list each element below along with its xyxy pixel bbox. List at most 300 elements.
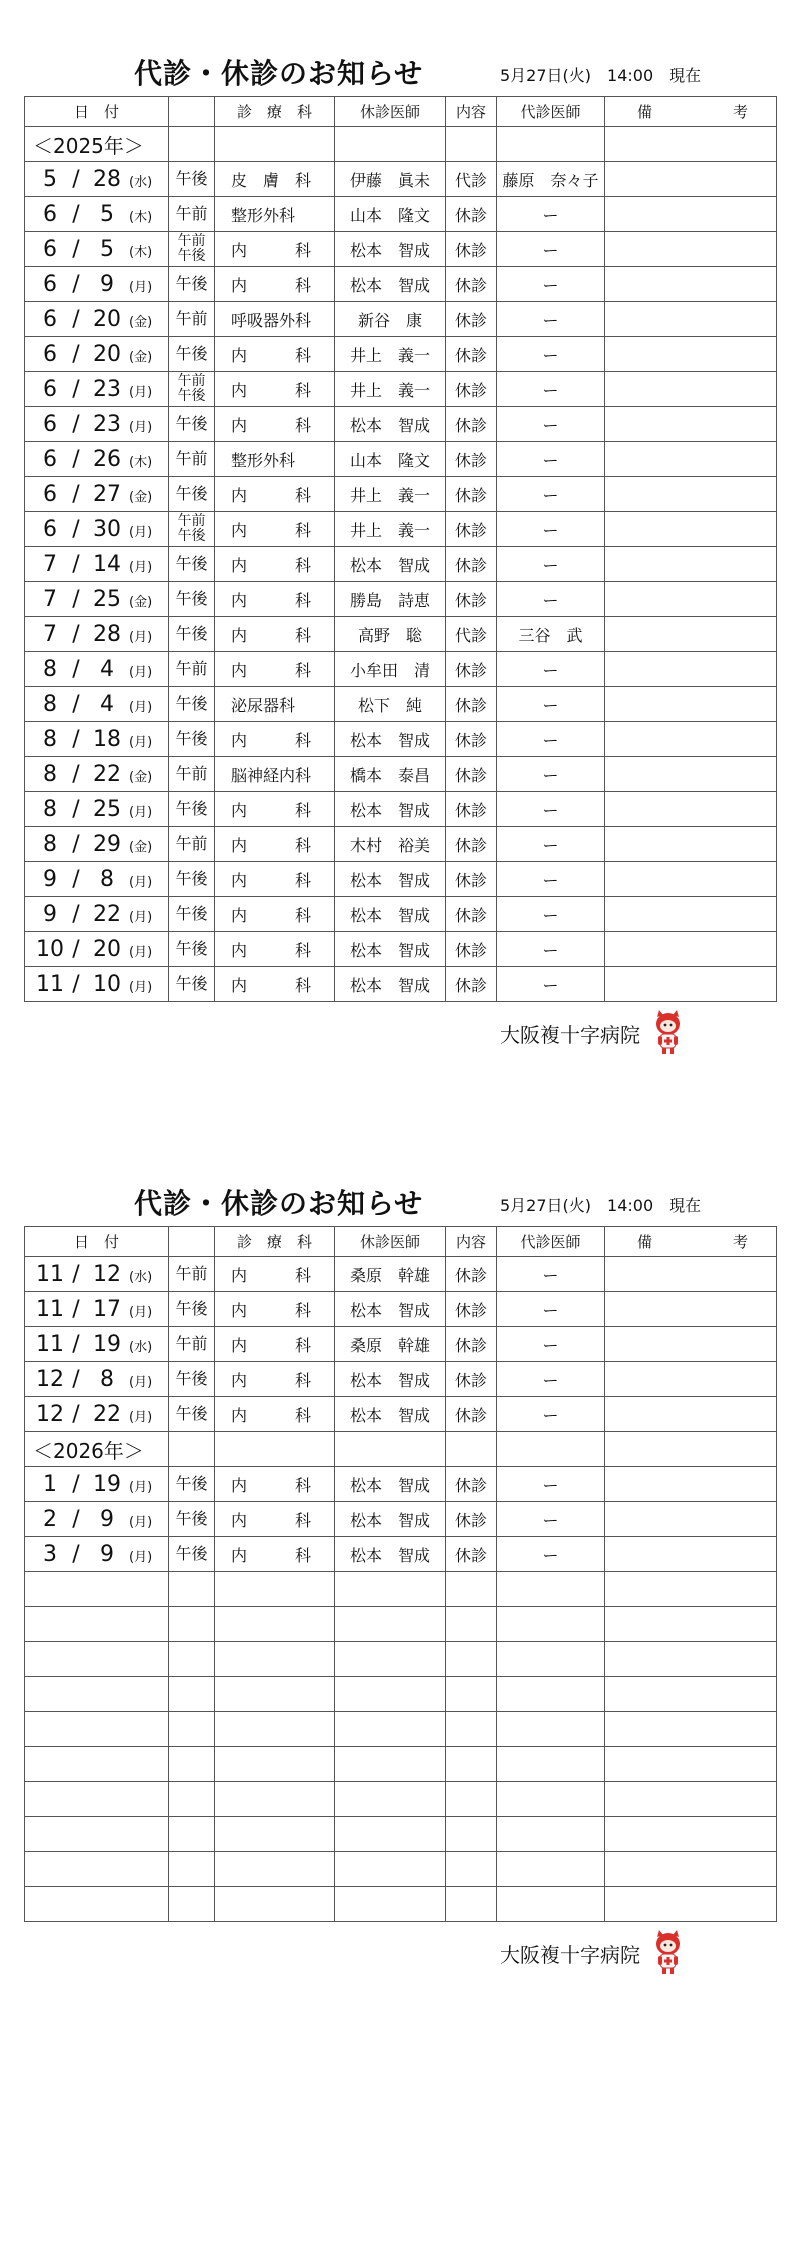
empty-cell	[169, 1782, 215, 1817]
date-day: 8	[100, 1366, 114, 1392]
date-day: 19	[93, 1331, 121, 1357]
type-cell: 休診	[446, 477, 497, 512]
note-cell	[605, 652, 777, 687]
type-cell: 休診	[446, 1537, 497, 1572]
note-cell	[605, 862, 777, 897]
table-row	[25, 547, 777, 582]
empty-cell	[169, 127, 215, 162]
date-weekday: (木)	[129, 209, 153, 225]
note-cell	[605, 302, 777, 337]
session-cell: 午前	[169, 1327, 215, 1362]
substitute-cell: ー	[497, 1502, 605, 1537]
substitute-cell: ー	[497, 757, 605, 792]
empty-cell	[335, 127, 446, 162]
session-cell: 午前	[169, 652, 215, 687]
empty-cell	[446, 1782, 497, 1817]
type-cell: 休診	[446, 722, 497, 757]
session-cell: 午後	[169, 477, 215, 512]
empty-cell	[497, 1747, 605, 1782]
date-month: 8	[43, 656, 57, 682]
year-label: ＜2026年＞	[25, 1432, 169, 1467]
session-cell: 午後	[169, 267, 215, 302]
table-row	[25, 162, 777, 197]
empty-cell	[169, 1817, 215, 1852]
note-cell	[605, 897, 777, 932]
date-month: 10	[36, 936, 64, 962]
date-month: 8	[43, 691, 57, 717]
empty-cell	[25, 1817, 169, 1852]
date-weekday: (月)	[129, 1514, 153, 1530]
date-month: 8	[43, 796, 57, 822]
empty-cell	[215, 127, 335, 162]
date-slash: /	[72, 691, 80, 717]
session-multi	[169, 374, 214, 404]
table-row	[25, 337, 777, 372]
type-cell: 休診	[446, 1327, 497, 1362]
empty-cell	[605, 1852, 777, 1887]
empty-cell	[25, 1642, 169, 1677]
blank-row	[25, 1572, 777, 1607]
year-label: ＜2025年＞	[25, 127, 169, 162]
date-cell	[25, 267, 169, 302]
session-cell: 午前	[169, 1257, 215, 1292]
substitute-cell: ー	[497, 1327, 605, 1362]
empty-cell	[335, 1887, 446, 1922]
table-row	[25, 792, 777, 827]
substitute-cell: ー	[497, 1362, 605, 1397]
table-row	[25, 197, 777, 232]
as-of-date: 5月27日(火)	[500, 66, 592, 85]
empty-cell	[25, 1887, 169, 1922]
empty-cell	[446, 1572, 497, 1607]
session-cell: 午後	[169, 1537, 215, 1572]
note-cell	[605, 582, 777, 617]
empty-cell	[605, 1432, 777, 1467]
date-slash: /	[72, 971, 80, 997]
note-cell	[605, 477, 777, 512]
dept-cell: 内 科	[215, 792, 335, 827]
date-slash: /	[72, 796, 80, 822]
empty-cell	[605, 1642, 777, 1677]
empty-cell	[446, 1887, 497, 1922]
table-row	[25, 1292, 777, 1327]
empty-cell	[335, 1747, 446, 1782]
date-day: 9	[100, 271, 114, 297]
doctor-cell: 松本 智成	[335, 722, 446, 757]
dept-cell: 内 科	[215, 407, 335, 442]
table-row	[25, 232, 777, 267]
note-cell	[605, 162, 777, 197]
table-row	[25, 652, 777, 687]
date-slash: /	[72, 1506, 80, 1532]
date-value	[25, 762, 168, 787]
session-cell: 午後	[169, 967, 215, 1002]
substitute-cell: ー	[497, 547, 605, 582]
session-cell: 午後	[169, 792, 215, 827]
date-cell	[25, 477, 169, 512]
date-slash: /	[72, 341, 80, 367]
date-slash: /	[72, 516, 80, 542]
table-row	[25, 722, 777, 757]
table-row	[25, 1397, 777, 1432]
date-value	[25, 237, 168, 262]
date-day: 10	[93, 971, 121, 997]
dept-cell: 内 科	[215, 547, 335, 582]
date-weekday: (月)	[129, 1374, 153, 1390]
empty-cell	[497, 1852, 605, 1887]
empty-cell	[169, 1712, 215, 1747]
date-day: 5	[100, 201, 114, 227]
date-cell	[25, 1257, 169, 1292]
note-cell	[605, 967, 777, 1002]
date-weekday: (月)	[129, 419, 153, 435]
session-cell: 午後	[169, 1292, 215, 1327]
dept-cell: 内 科	[215, 337, 335, 372]
header-dept: 診 療 科	[215, 97, 335, 127]
date-weekday: (木)	[129, 244, 153, 260]
substitute-cell: ー	[497, 792, 605, 827]
date-value	[25, 937, 168, 962]
substitute-cell: ー	[497, 1467, 605, 1502]
date-cell	[25, 1292, 169, 1327]
date-value	[25, 272, 168, 297]
date-slash: /	[72, 586, 80, 612]
type-cell: 休診	[446, 1397, 497, 1432]
empty-cell	[605, 1782, 777, 1817]
date-value	[25, 1402, 168, 1427]
dept-cell: 内 科	[215, 1537, 335, 1572]
sheet-header	[0, 50, 800, 96]
type-cell: 休診	[446, 1257, 497, 1292]
date-value	[25, 167, 168, 192]
date-day: 28	[93, 166, 121, 192]
table-header-row	[25, 1227, 777, 1257]
date-slash: /	[72, 761, 80, 787]
date-month: 6	[43, 446, 57, 472]
doctor-cell: 井上 義一	[335, 372, 446, 407]
as-of-stamp	[500, 63, 701, 86]
date-weekday: (月)	[129, 629, 153, 645]
note-cell	[605, 757, 777, 792]
session-cell	[169, 232, 215, 267]
date-day: 4	[100, 691, 114, 717]
date-day: 5	[100, 236, 114, 262]
empty-cell	[335, 1607, 446, 1642]
dept-cell: 内 科	[215, 932, 335, 967]
date-slash: /	[72, 901, 80, 927]
substitute-cell: ー	[497, 337, 605, 372]
hospital-footer	[500, 1010, 686, 1056]
as-of-time: 14:00	[607, 1196, 654, 1215]
note-cell	[605, 547, 777, 582]
table-header-row	[25, 97, 777, 127]
date-value	[25, 587, 168, 612]
date-slash: /	[72, 166, 80, 192]
table-row	[25, 897, 777, 932]
date-slash: /	[72, 411, 80, 437]
session-cell: 午後	[169, 687, 215, 722]
type-cell: 休診	[446, 1292, 497, 1327]
date-day: 9	[100, 1541, 114, 1567]
date-day: 22	[93, 1401, 121, 1427]
empty-cell	[169, 1852, 215, 1887]
header-type: 内容	[446, 1227, 497, 1257]
date-value	[25, 202, 168, 227]
empty-cell	[605, 1747, 777, 1782]
date-cell	[25, 932, 169, 967]
table-row	[25, 967, 777, 1002]
date-month: 7	[43, 551, 57, 577]
blank-row	[25, 1852, 777, 1887]
date-cell	[25, 722, 169, 757]
date-month: 6	[43, 516, 57, 542]
year-divider-row	[25, 1432, 777, 1467]
date-day: 20	[93, 306, 121, 332]
dept-cell: 泌尿器科	[215, 687, 335, 722]
session-cell: 午後	[169, 722, 215, 757]
date-value	[25, 377, 168, 402]
as-of-time: 14:00	[607, 66, 654, 85]
type-cell: 休診	[446, 757, 497, 792]
doctor-cell: 松本 智成	[335, 1502, 446, 1537]
substitute-cell: ー	[497, 827, 605, 862]
substitute-cell: ー	[497, 1257, 605, 1292]
note-cell	[605, 512, 777, 547]
date-day: 12	[93, 1261, 121, 1287]
header-note	[605, 1227, 777, 1257]
session-cell: 午後	[169, 582, 215, 617]
session-cell: 午後	[169, 932, 215, 967]
date-slash: /	[72, 236, 80, 262]
empty-cell	[215, 1887, 335, 1922]
date-cell	[25, 967, 169, 1002]
date-value	[25, 1507, 168, 1532]
page-title: 代診・休診のお知らせ	[134, 1187, 424, 1220]
doctor-cell: 松本 智成	[335, 1467, 446, 1502]
substitute-cell: ー	[497, 302, 605, 337]
empty-cell	[335, 1677, 446, 1712]
dept-cell: 内 科	[215, 862, 335, 897]
doctor-cell: 松本 智成	[335, 1362, 446, 1397]
empty-cell	[335, 1432, 446, 1467]
date-cell	[25, 582, 169, 617]
date-value	[25, 1542, 168, 1567]
session-cell: 午後	[169, 897, 215, 932]
notice-sheet-1	[0, 50, 800, 1047]
doctor-cell: 松本 智成	[335, 1397, 446, 1432]
date-cell	[25, 1467, 169, 1502]
substitute-cell: ー	[497, 1537, 605, 1572]
empty-cell	[446, 1642, 497, 1677]
substitute-cell: ー	[497, 652, 605, 687]
doctor-cell: 高野 聡	[335, 617, 446, 652]
date-day: 22	[93, 901, 121, 927]
empty-cell	[497, 1572, 605, 1607]
date-value	[25, 342, 168, 367]
header-note-a: 備	[637, 1233, 653, 1251]
dept-cell: 内 科	[215, 897, 335, 932]
session-label: 午前	[177, 373, 206, 389]
empty-cell	[25, 1607, 169, 1642]
date-slash: /	[72, 866, 80, 892]
empty-cell	[446, 1852, 497, 1887]
date-cell	[25, 1397, 169, 1432]
date-month: 6	[43, 411, 57, 437]
schedule-body	[25, 1257, 777, 1922]
session-cell: 午前	[169, 442, 215, 477]
date-cell	[25, 827, 169, 862]
schedule-table	[24, 1226, 777, 1922]
empty-cell	[25, 1677, 169, 1712]
date-slash: /	[72, 271, 80, 297]
date-weekday: (水)	[129, 1269, 153, 1285]
date-cell	[25, 337, 169, 372]
table-row	[25, 862, 777, 897]
date-weekday: (月)	[129, 559, 153, 575]
note-cell	[605, 197, 777, 232]
empty-cell	[497, 1677, 605, 1712]
date-weekday: (月)	[129, 874, 153, 890]
dept-cell: 内 科	[215, 1327, 335, 1362]
empty-cell	[215, 1677, 335, 1712]
date-day: 28	[93, 621, 121, 647]
type-cell: 休診	[446, 442, 497, 477]
hospital-footer	[500, 1930, 686, 1976]
substitute-cell: ー	[497, 512, 605, 547]
date-month: 5	[43, 166, 57, 192]
date-month: 6	[43, 376, 57, 402]
dept-cell: 内 科	[215, 967, 335, 1002]
doctor-cell: 松本 智成	[335, 862, 446, 897]
as-of-label: 現在	[669, 1196, 702, 1215]
session-cell: 午前	[169, 827, 215, 862]
header-doctor: 休診医師	[335, 97, 446, 127]
date-cell	[25, 1327, 169, 1362]
empty-cell	[25, 1852, 169, 1887]
date-value	[25, 692, 168, 717]
date-cell	[25, 792, 169, 827]
blank-row	[25, 1712, 777, 1747]
date-month: 11	[36, 1261, 64, 1287]
date-value	[25, 1472, 168, 1497]
date-cell	[25, 687, 169, 722]
type-cell: 休診	[446, 582, 497, 617]
dept-cell: 内 科	[215, 1397, 335, 1432]
date-value	[25, 307, 168, 332]
date-day: 25	[93, 586, 121, 612]
date-value	[25, 622, 168, 647]
table-row	[25, 302, 777, 337]
empty-cell	[169, 1677, 215, 1712]
date-weekday: (金)	[129, 769, 153, 785]
doctor-cell: 松本 智成	[335, 407, 446, 442]
type-cell: 代診	[446, 617, 497, 652]
date-month: 8	[43, 831, 57, 857]
empty-cell	[215, 1852, 335, 1887]
date-weekday: (木)	[129, 454, 153, 470]
date-value	[25, 1262, 168, 1287]
note-cell	[605, 372, 777, 407]
date-cell	[25, 617, 169, 652]
empty-cell	[215, 1607, 335, 1642]
session-label: 午後	[177, 528, 206, 544]
date-slash: /	[72, 1366, 80, 1392]
dept-cell: 内 科	[215, 372, 335, 407]
date-weekday: (月)	[129, 944, 153, 960]
substitute-cell: ー	[497, 862, 605, 897]
note-cell	[605, 1257, 777, 1292]
doctor-cell: 松本 智成	[335, 232, 446, 267]
date-weekday: (月)	[129, 804, 153, 820]
date-slash: /	[72, 481, 80, 507]
substitute-cell: ー	[497, 582, 605, 617]
type-cell: 代診	[446, 162, 497, 197]
date-day: 20	[93, 341, 121, 367]
table-row	[25, 512, 777, 547]
date-weekday: (月)	[129, 1549, 153, 1565]
type-cell: 休診	[446, 1502, 497, 1537]
empty-cell	[215, 1712, 335, 1747]
dept-cell: 内 科	[215, 477, 335, 512]
date-month: 6	[43, 236, 57, 262]
empty-cell	[169, 1432, 215, 1467]
date-cell	[25, 372, 169, 407]
table-row	[25, 442, 777, 477]
date-cell	[25, 302, 169, 337]
header-note-b: 考	[732, 103, 748, 121]
blank-row	[25, 1887, 777, 1922]
header-date: 日 付	[25, 97, 169, 127]
table-row	[25, 617, 777, 652]
doctor-cell: 桑原 幹雄	[335, 1327, 446, 1362]
doctor-cell: 新谷 康	[335, 302, 446, 337]
date-weekday: (金)	[129, 314, 153, 330]
dept-cell: 内 科	[215, 232, 335, 267]
date-weekday: (月)	[129, 734, 153, 750]
date-weekday: (月)	[129, 1479, 153, 1495]
date-month: 6	[43, 341, 57, 367]
substitute-cell: ー	[497, 1397, 605, 1432]
date-day: 23	[93, 411, 121, 437]
session-cell: 午後	[169, 162, 215, 197]
table-row	[25, 477, 777, 512]
date-slash: /	[72, 1296, 80, 1322]
header-substitute: 代診医師	[497, 97, 605, 127]
date-value	[25, 657, 168, 682]
type-cell: 休診	[446, 792, 497, 827]
substitute-cell: ー	[497, 897, 605, 932]
notice-sheet-2	[0, 1180, 800, 1967]
empty-cell	[25, 1712, 169, 1747]
table-row	[25, 1467, 777, 1502]
date-month: 11	[36, 1331, 64, 1357]
empty-cell	[335, 1642, 446, 1677]
date-slash: /	[72, 1331, 80, 1357]
date-cell	[25, 862, 169, 897]
substitute-cell: ー	[497, 687, 605, 722]
empty-cell	[497, 1712, 605, 1747]
mascot-icon	[650, 1930, 686, 1976]
type-cell: 休診	[446, 232, 497, 267]
empty-cell	[497, 127, 605, 162]
schedule-body	[25, 127, 777, 1002]
substitute-cell: ー	[497, 477, 605, 512]
dept-cell: 内 科	[215, 267, 335, 302]
date-day: 29	[93, 831, 121, 857]
date-cell	[25, 1537, 169, 1572]
empty-cell	[335, 1852, 446, 1887]
empty-cell	[497, 1432, 605, 1467]
